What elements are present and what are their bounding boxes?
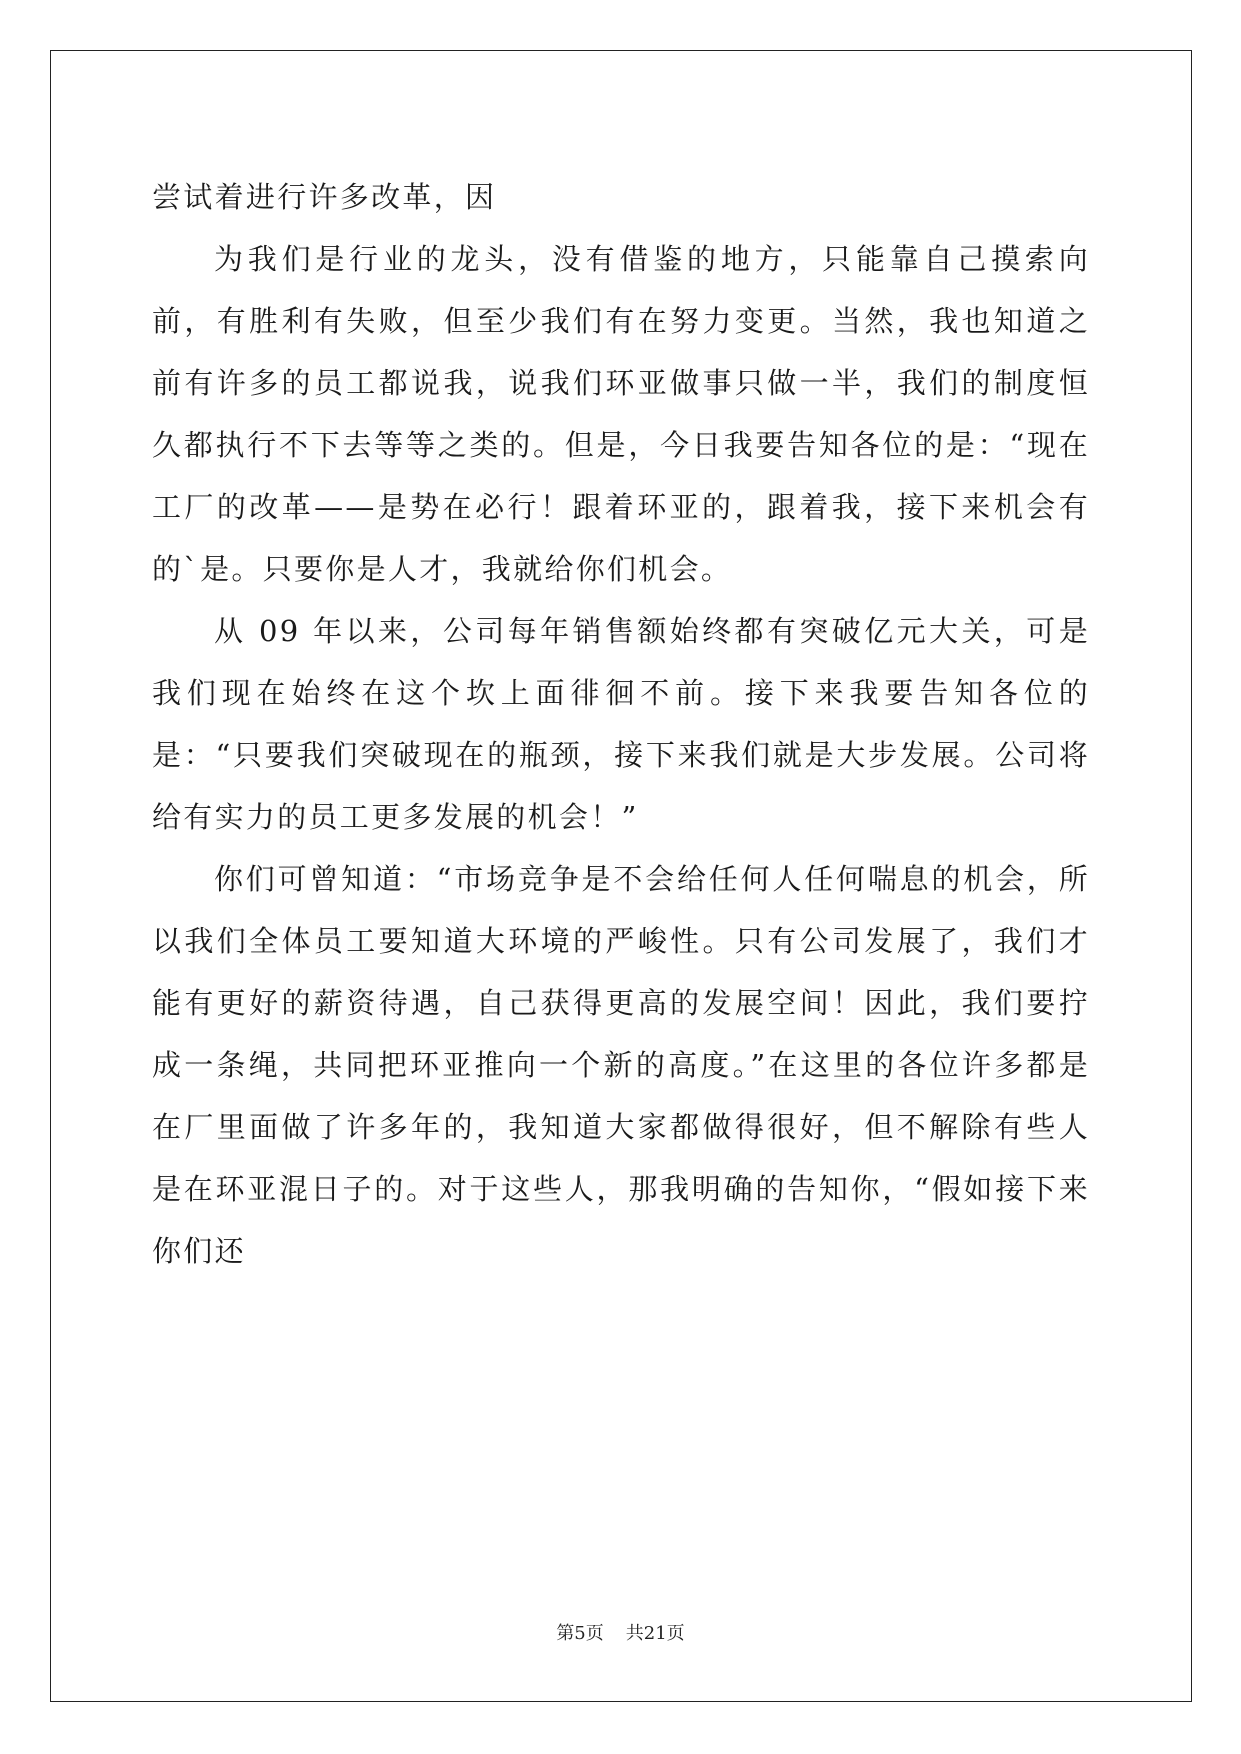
- paragraph-continuation: 尝试着进行许多改革，因: [152, 180, 497, 214]
- paragraph: 从 09 年以来，公司每年销售额始终都有突破亿元大关，可是我们现在始终在这个坎上面徘徊不前。接下来我要告知各位的是：“只要我们突破现在的瓶颈，接下来我们就是大步发展。公司将给有实力的员工更多发展的机会！”: [152, 614, 1090, 834]
- page-total: 共21页: [625, 1623, 685, 1644]
- paragraph: 你们可曾知道：“市场竞争是不会给任何人任何喘息的机会，所以我们全体员工要知道大环境的严峻性。只有公司发展了，我们才能有更好的薪资待遇，自己获得更高的发展空间！因此，我们要拧成一条绳，共同把环亚推向一个新的高度。”在这里的各位许多都是在厂里面做了许多年的，我知道大家都做得很好，但不解除有些人是在环亚混日子的。对于这些人，那我明确的告知你，“假如接下来你们还: [152, 862, 1090, 1268]
- page-footer: [0, 1622, 1241, 1646]
- page-number: 第5页: [556, 1623, 604, 1644]
- paragraph: 为我们是行业的龙头，没有借鉴的地方，只能靠自己摸索向前，有胜利有失败，但至少我们有在努力变更。当然，我也知道之前有许多的员工都说我，说我们环亚做事只做一半，我们的制度恒久都执行不下去等等之类的。但是，今日我要告知各位的是：“现在工厂的改革——是势在必行！跟着环亚的，跟着我，接下来机会有的`是。只要你是人才，我就给你们机会。: [152, 242, 1090, 586]
- document-body: [152, 166, 1090, 1282]
